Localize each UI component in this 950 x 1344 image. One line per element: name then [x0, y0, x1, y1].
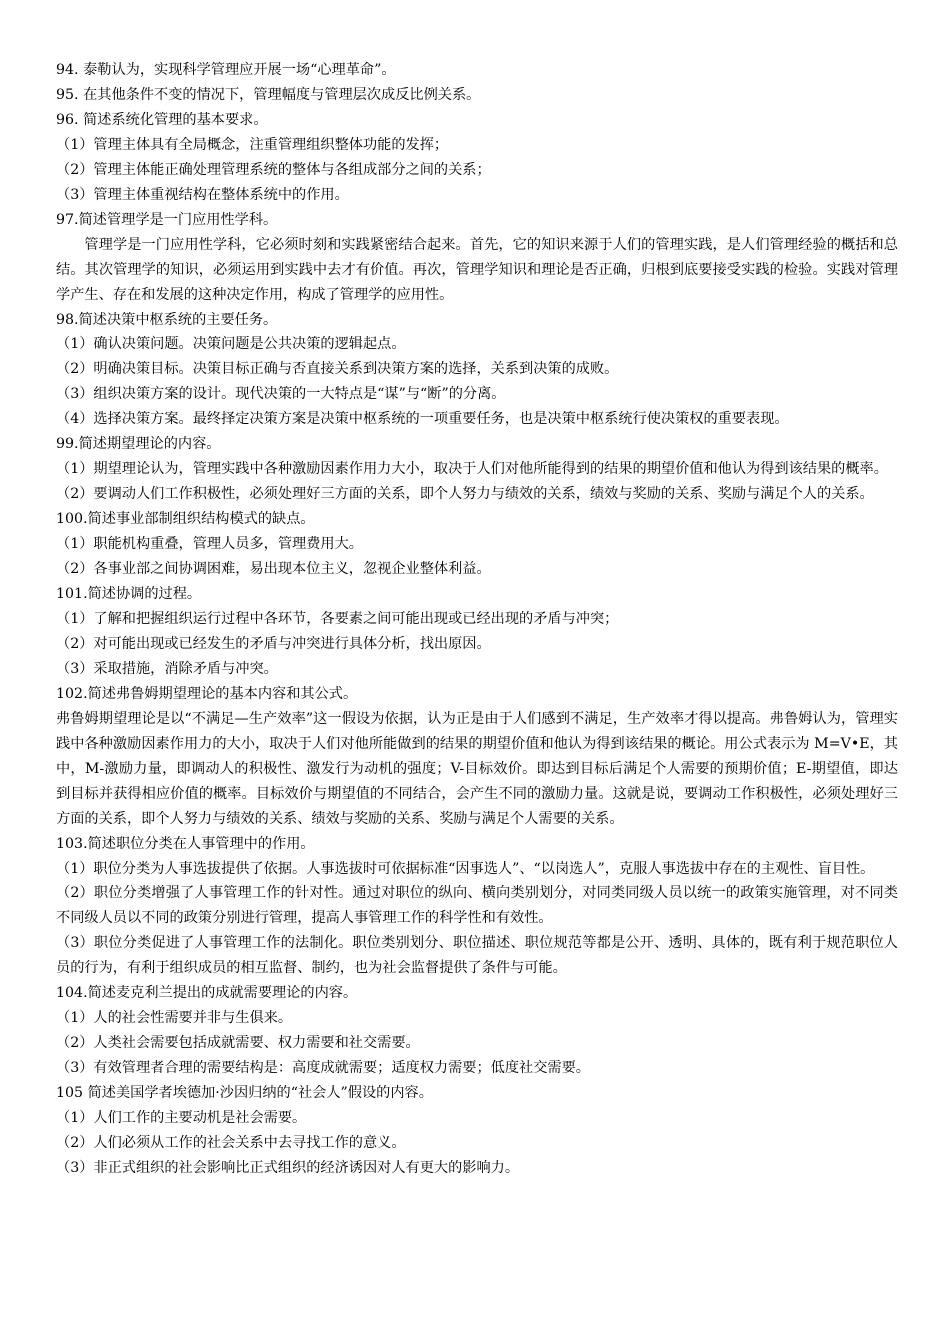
- answer-99-item-1: （1）期望理论认为，管理实践中各种激励因素作用力大小，取决于人们对他所能得到的结果的期望价值和他认为得到该结果的概率。: [56, 461, 888, 478]
- answer-105-item-3: （3）非正式组织的社会影响比正式组织的经济诱因对人有更大的影响力。: [56, 1159, 520, 1176]
- question-104-heading: 104.简述麦克利兰提出的成就需要理论的内容。: [56, 985, 358, 1002]
- answer-104-item-2: （2）人类社会需要包括成就需要、权力需要和社交需要。: [56, 1035, 420, 1052]
- answer-98-item-1: （1）确认决策问题。决策问题是公共决策的逻辑起点。: [56, 336, 406, 353]
- answer-101-item-1: （1）了解和把握组织运行过程中各环节，各要素之间可能出现或已经出现的矛盾与冲突；: [56, 610, 619, 627]
- answer-97-paragraph: 管理学是一门应用性学科，它必须时刻和实践紧密结合起来。首先，它的知识来源于人们的管理实践，是人们管理经验的概括和总结。其次管理学的知识，必须运用到实践中去才有价值。再次，管理学知识和理论是否正确，归根到底要接受实践的检验。实践对管理学产生、存在和发展的这种决定作用，构成了管理学的应用性。: [56, 236, 898, 303]
- question-98-heading: 98.简述决策中枢系统的主要任务。: [56, 311, 278, 328]
- answer-105-item-2: （2）人们必须从工作的社会关系中去寻找工作的意义。: [56, 1134, 406, 1151]
- answer-101-item-3: （3）采取措施，消除矛盾与冲突。: [56, 660, 278, 677]
- answer-104-item-1: （1）人的社会性需要并非与生俱来。: [56, 1010, 293, 1027]
- answer-98-item-3: （3）组织决策方案的设计。现代决策的一大特点是“谋”与“断”的分离。: [56, 386, 506, 403]
- answer-104-item-3: （3）有效管理者合理的需要结构是：高度成就需要；适度权力需要；低度社交需要。: [56, 1060, 590, 1077]
- answer-98-item-2: （2）明确决策目标。决策目标正确与否直接关系到决策方案的选择，关系到决策的成败。: [56, 361, 619, 378]
- answer-103-item-1: （1）职位分类为人事选拔提供了依据。人事选拔时可依据标准“因事选人”、“以岗选人”，克服人事选拔中存在的主观性、盲目性。: [56, 860, 875, 877]
- answer-98-item-4: （4）选择决策方案。最终择定决策方案是决策中枢系统的一项重要任务，也是决策中枢系统行使决策权的重要表现。: [56, 411, 789, 428]
- question-105-heading: 105 简述美国学者埃德加·沙因归纳的“社会人”假设的内容。: [56, 1085, 433, 1102]
- question-100-heading: 100.简述事业部制组织结构模式的缺点。: [56, 511, 315, 528]
- document-body: [56, 58, 898, 1181]
- answer-105-item-1: （1）人们工作的主要动机是社会需要。: [56, 1110, 307, 1127]
- question-96-heading: 96. 简述系统化管理的基本要求。: [56, 111, 268, 128]
- question-102-heading: 102.简述弗鲁姆期望理论的基本内容和其公式。: [56, 685, 358, 702]
- answer-102-paragraph: 弗鲁姆期望理论是以“不满足—生产效率”这一假设为依据，认为正是由于人们感到不满足，生产效率才得以提高。弗鲁姆认为，管理实践中各种激励因素作用力的大小，取决于人们对他所能做到的结果的期望价值和他认为得到该结果的概论。用公式表示为 M=V•E，其中，M-激励力量，即调动人的积极性、激发行为动机的强度；V-目标效价。即达到目标后满足个人需要的预期价值；E-期望值，即达到目标并获得相应价值的概率。目标效价与期望值的不同结合，会产生不同的激励力量。这就是说，要调动工作积极性，必须处理好三方面的关系，即个人努力与绩效的关系、绩效与奖励的关系、奖励与满足个人需要的关系。: [56, 710, 898, 827]
- answer-100-item-2: （2）各事业部之间协调困难，易出现本位主义，忽视企业整体利益。: [56, 561, 491, 578]
- answer-103-item-3: （3）职位分类促进了人事管理工作的法制化。职位类别划分、职位描述、职位规范等都是公开、透明、具体的，既有利于规范职位人员的行为，有利于组织成员的相互监督、制约，也为社会监督提供了条件与可能。: [56, 935, 898, 977]
- answer-99-item-2: （2）要调动人们工作积极性，必须处理好三方面的关系，即个人努力与绩效的关系，绩效与奖励的关系、奖励与满足个人的关系。: [56, 486, 874, 503]
- question-94: 94. 泰勒认为，实现科学管理应开展一场“心理革命”。: [56, 62, 396, 78]
- question-99-heading: 99.简述期望理论的内容。: [56, 436, 221, 453]
- question-95: 95. 在其他条件不变的情况下，管理幅度与管理层次成反比例关系。: [56, 86, 481, 103]
- question-97-heading: 97.简述管理学是一门应用性学科。: [56, 211, 278, 228]
- question-101-heading: 101.简述协调的过程。: [56, 586, 202, 603]
- answer-100-item-1: （1）职能机构重叠，管理人员多，管理费用大。: [56, 536, 363, 553]
- answer-96-item-2: （2）管理主体能正确处理管理系统的整体与各组成部分之间的关系；: [56, 161, 491, 178]
- answer-101-item-2: （2）对可能出现或已经发生的矛盾与冲突进行具体分析，找出原因。: [56, 635, 491, 652]
- answer-96-item-3: （3）管理主体重视结构在整体系统中的作用。: [56, 186, 349, 203]
- question-103-heading: 103.简述职位分类在人事管理中的作用。: [56, 835, 315, 852]
- answer-96-item-1: （1）管理主体具有全局概念，注重管理组织整体功能的发挥；: [56, 136, 449, 153]
- answer-103-item-2: （2）职位分类增强了人事管理工作的针对性。通过对职位的纵向、横向类别划分，对同类同级人员以统一的政策实施管理，对不同类不同级人员以不同的政策分别进行管理，提高人事管理工作的科学性和有效性。: [56, 885, 898, 927]
